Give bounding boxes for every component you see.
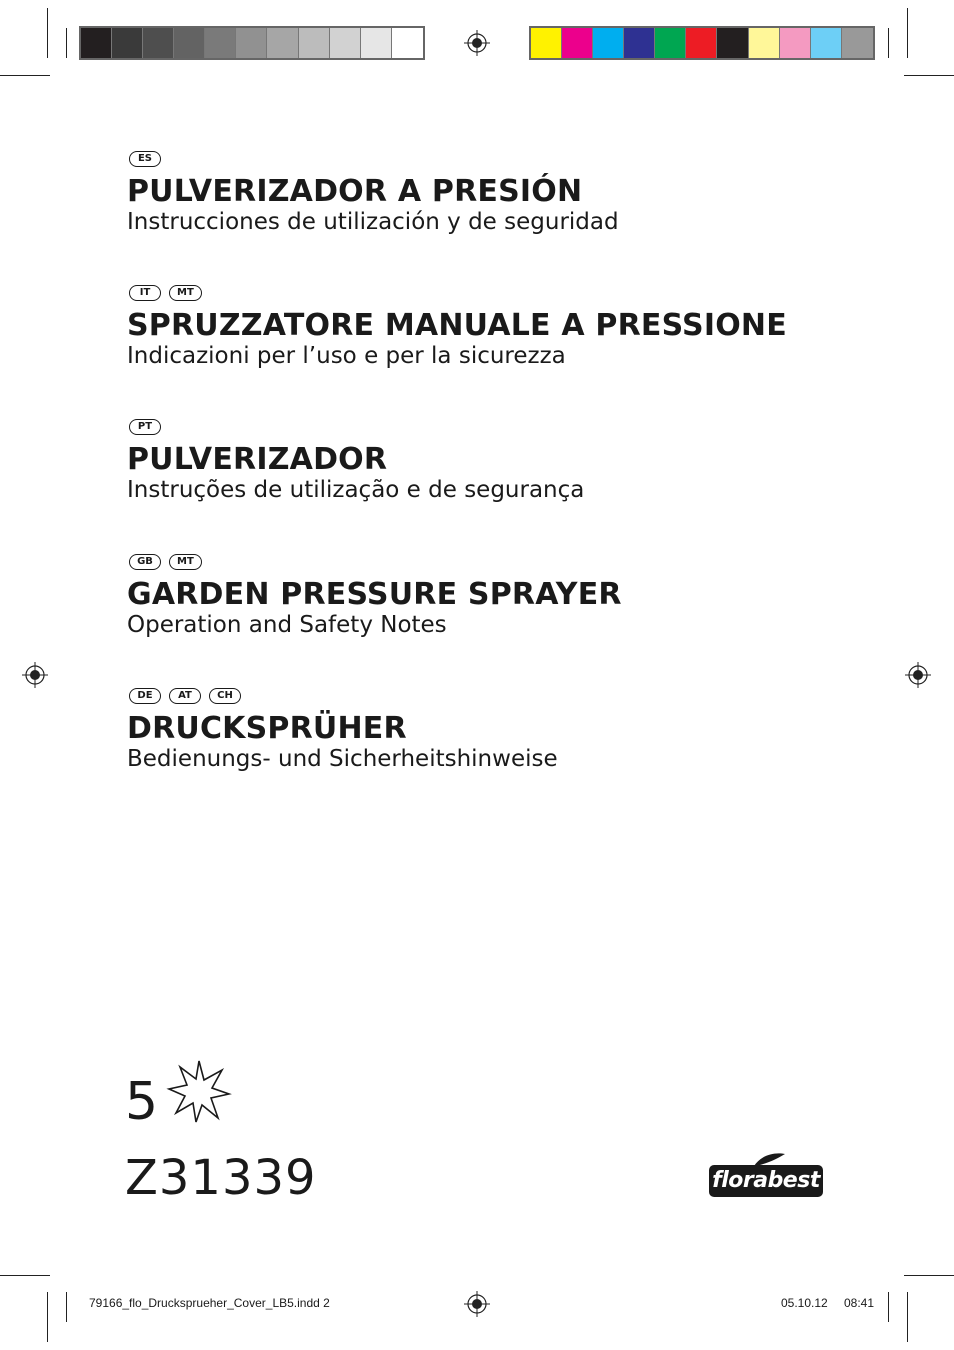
section-title: SPRUZZATORE MANUALE A PRESSIONE xyxy=(127,308,787,343)
model-number: Z31339 xyxy=(125,1150,317,1206)
gray-color-bar xyxy=(79,26,425,60)
language-badge: MT xyxy=(169,554,202,570)
color-swatch xyxy=(205,28,236,58)
crop-mark xyxy=(907,8,908,58)
color-swatch xyxy=(780,28,811,58)
color-swatch xyxy=(717,28,748,58)
registration-mark-icon xyxy=(905,662,931,688)
section-title: GARDEN PRESSURE SPRAYER xyxy=(127,577,622,612)
star-icon xyxy=(166,1058,232,1124)
language-badge: IT xyxy=(129,285,161,301)
registration-mark-icon xyxy=(464,1291,490,1317)
section-subtitle: Instrucciones de utilización y de seguridad xyxy=(127,209,619,235)
color-swatch xyxy=(842,28,873,58)
color-swatch xyxy=(299,28,330,58)
crop-mark xyxy=(66,1292,67,1322)
color-swatch xyxy=(749,28,780,58)
language-badges xyxy=(129,554,202,570)
section-title: PULVERIZADOR xyxy=(127,442,388,477)
crop-mark xyxy=(0,1275,50,1276)
color-swatch xyxy=(174,28,205,58)
color-swatch xyxy=(392,28,423,58)
section-subtitle: Bedienungs- und Sicherheitshinweise xyxy=(127,746,558,772)
process-color-bar xyxy=(529,26,875,60)
crop-mark xyxy=(47,8,48,58)
language-badges xyxy=(129,285,202,301)
section-subtitle: Operation and Safety Notes xyxy=(127,612,447,638)
language-badges xyxy=(129,688,241,704)
color-swatch xyxy=(112,28,143,58)
warranty-years: 5 xyxy=(125,1072,159,1132)
color-swatch xyxy=(624,28,655,58)
color-swatch xyxy=(267,28,298,58)
color-swatch xyxy=(811,28,842,58)
language-badge: PT xyxy=(129,419,161,435)
section-title: PULVERIZADOR A PRESIÓN xyxy=(127,174,583,209)
color-swatch xyxy=(593,28,624,58)
brand-logo: florabest xyxy=(709,1165,823,1197)
color-swatch xyxy=(81,28,112,58)
language-badge: ES xyxy=(129,151,161,167)
crop-mark xyxy=(66,28,67,58)
registration-mark-icon xyxy=(22,662,48,688)
color-swatch xyxy=(236,28,267,58)
crop-mark xyxy=(888,28,889,58)
section-subtitle: Indicazioni per l’uso e per la sicurezza xyxy=(127,343,566,369)
language-badge: AT xyxy=(169,688,201,704)
language-badge: CH xyxy=(209,688,241,704)
language-badge: GB xyxy=(129,554,161,570)
language-badge: MT xyxy=(169,285,202,301)
section-subtitle: Instruções de utilização e de segurança xyxy=(127,477,585,503)
crop-mark xyxy=(907,1292,908,1342)
crop-mark xyxy=(0,75,50,76)
color-swatch xyxy=(531,28,562,58)
crop-mark xyxy=(904,1275,954,1276)
color-swatch xyxy=(655,28,686,58)
color-swatch xyxy=(562,28,593,58)
footer-date: 05.10.12 xyxy=(781,1296,828,1310)
crop-mark xyxy=(888,1292,889,1322)
crop-mark xyxy=(47,1292,48,1342)
color-swatch xyxy=(686,28,717,58)
language-badges xyxy=(129,151,161,167)
language-badges xyxy=(129,419,161,435)
registration-mark-icon xyxy=(464,30,490,56)
footer-filename: 79166_flo_Drucksprueher_Cover_LB5.indd 2 xyxy=(89,1296,330,1310)
language-badge: DE xyxy=(129,688,161,704)
footer-time: 08:41 xyxy=(844,1296,875,1310)
leaf-icon xyxy=(752,1152,786,1168)
color-swatch xyxy=(143,28,174,58)
color-swatch xyxy=(361,28,392,58)
crop-mark xyxy=(904,75,954,76)
section-title: DRUCKSPRÜHER xyxy=(127,711,407,746)
color-swatch xyxy=(330,28,361,58)
